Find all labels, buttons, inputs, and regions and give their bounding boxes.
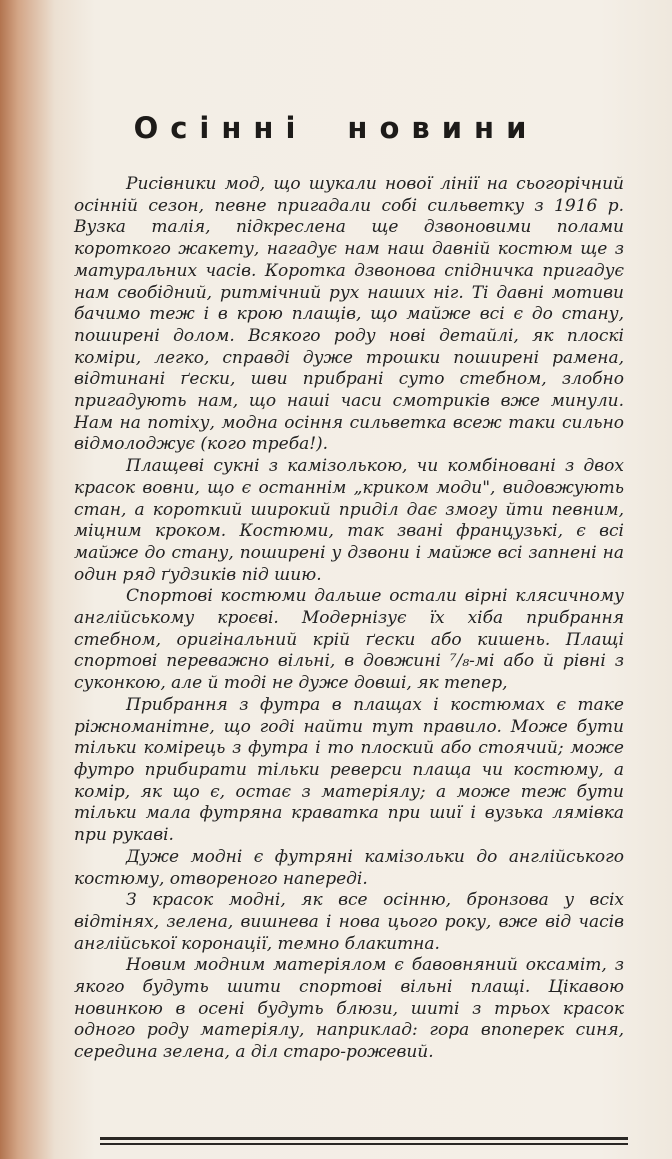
paragraph-sport-suits: Спортові костюми дальше остали вірні клясичному англійському кроєві. Модернізує їх хіба прибрання стебном, оригінальний крій ґески або кишень. Плащі спортові переважно вільні, в довжині ⁷/₈-мі або й рівні з суконкою, але й тоді не дуже довші, як тепер,	[74, 586, 624, 694]
bottom-rule-thin	[100, 1143, 628, 1145]
paragraph-fur-trim: Прибрання з футра в плащах і костюмах є таке ріжноманітне, що годі найти тут правило. Може бути тільки комірець з футра і то плоский або стоячий; може футро прибирати тільки реверси плаща чи костюму, а комір, як що є, остає з матеріялу; а може теж бути тільки мала футряна краватка при шиї і вузька лямівка при рукаві.	[74, 694, 624, 846]
paragraph-silhouette: Рисівники мод, що шукали нової лінії на сьогорічний осінній сезон, певне пригадали собі сильветку з 1916 р. Вузка талія, підкреслена ще дзвоновими полами короткого жакету, нагадує нам наш давній костюм ще з матуральних часів. Коротка дзвонова спідничка пригадує нам свобідний, ритмічний рух наших ніг. Ті давні мотиви бачимо теж і в крою плащів, що майже всі є до стану, поширені долом. Всякого роду нові детайлі, як плоскі коміри, легко, справді дуже трошки поширені рамена, відтинані ґески, шви прибрані суто стебном, злобно пригадують нам, що наші часи смотриків вже минули. Нам на потіху, модна осіння сильветка всеж таки сильно відмолоджує (кого треба!).	[74, 174, 624, 455]
bottom-rule-thick	[100, 1137, 628, 1140]
title-word-1: Осінні	[133, 111, 308, 146]
paragraph-colors: З красок модні, як все осінню, бронзова у всіх відтінях, зелена, вишнева і нова цього року, вже від часів англійської коронації, темно блакитна.	[74, 890, 624, 954]
article-body	[74, 174, 624, 1064]
paragraph-fur-vests: Дуже модні є футряні камізольки до англійського костюму, отвореного напереді.	[74, 846, 624, 889]
article-title	[0, 111, 672, 145]
paragraph-coat-dresses: Плащеві сукні з камізолькою, чи комбіновані з двох красок вовни, що є останнім „криком моди", видовжують стан, а короткий широкий приділ дає змогу йти певним, міцним кроком. Костюми, так звані французькі, є всі майже до стану, поширені у дзвони і майже всі запнені на один ряд ґудзиків під шию.	[74, 456, 624, 585]
title-word-2: новини	[347, 111, 539, 146]
paragraph-velvet: Новим модним матеріялом є бавовняний оксаміт, з якого будуть шити спортові вільні плащі. Цікавою новинкою в осені будуть блюзи, шиті з трьох красок одного роду матеріялу, наприклад: гора впоперек синя, середина зелена, а діл старо-рожевий.	[74, 955, 624, 1063]
